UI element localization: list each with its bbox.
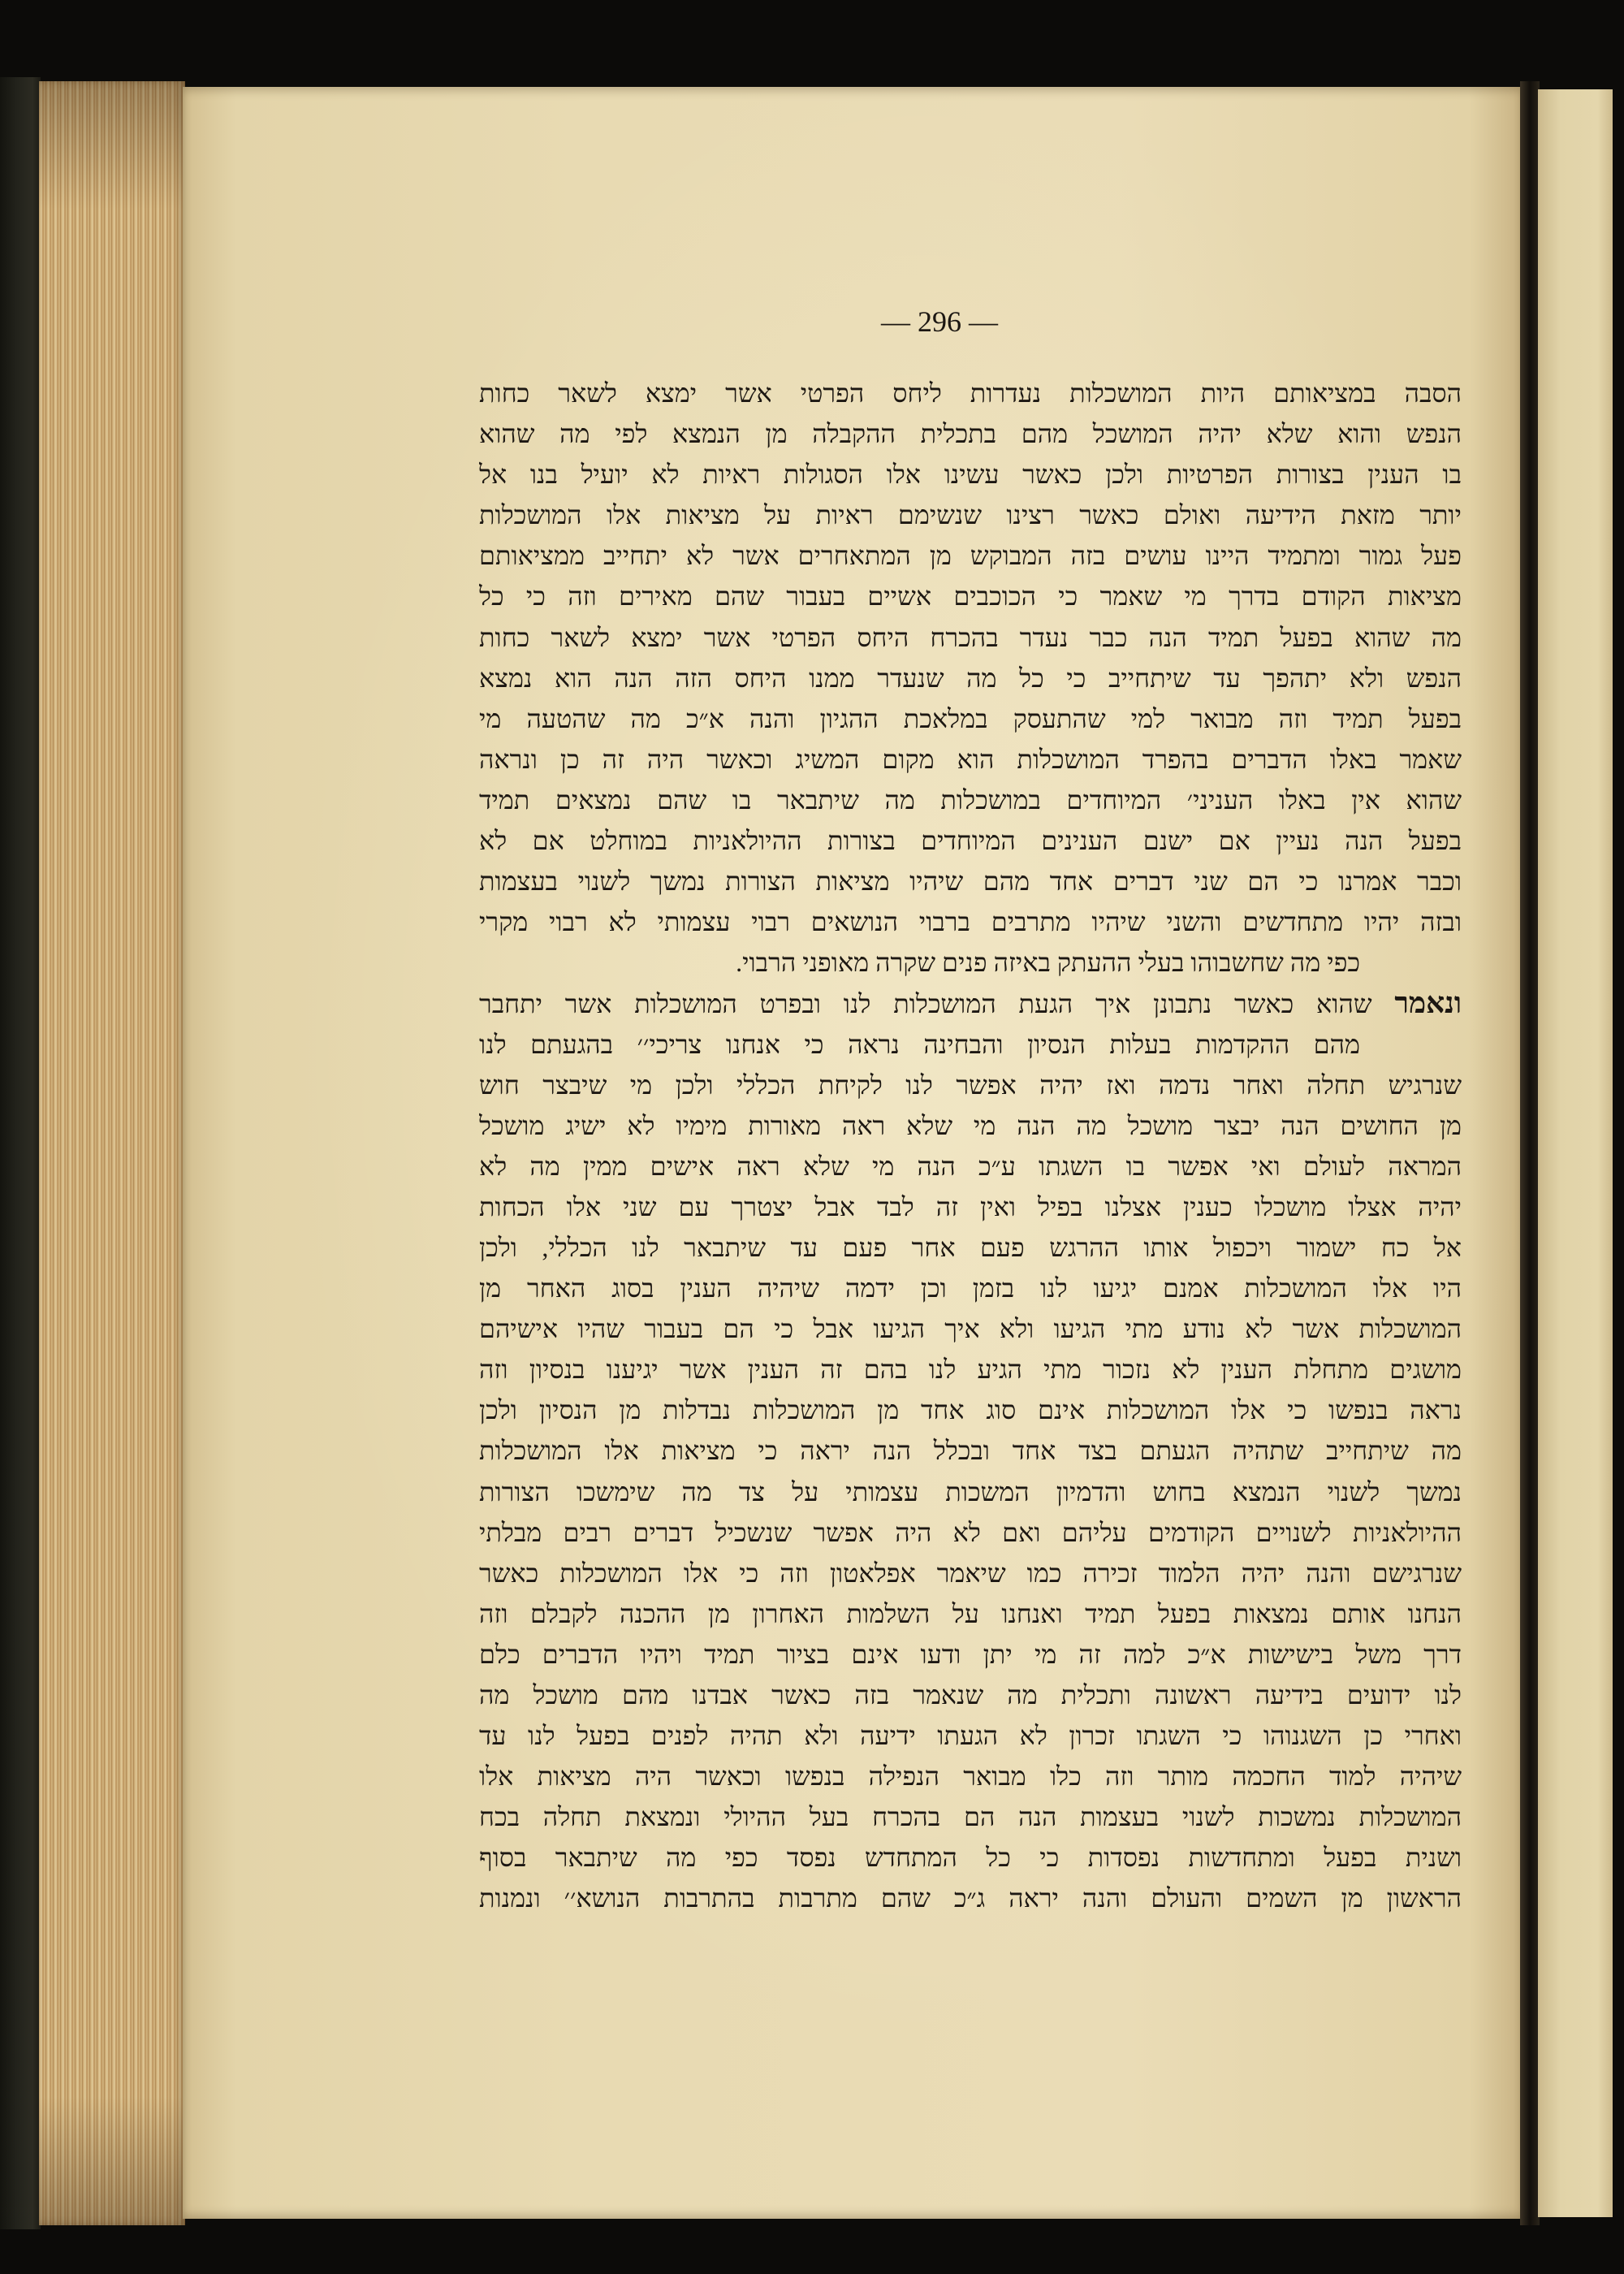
text-line: היו אלו המושכלות אמנם יגיעו לנו בזמן וכן ידמה שיהיה הענין בסוג האחר מן [479,1273,1462,1303]
text-line: שיהיה למוד החכמה מותר וזה כלו מבואר הנפילה בנפשו וכאשר היה מציאות אלו [479,1762,1462,1792]
text-line: שהוא אין באלו העניני׳ המיוחדים במושכלות מה שיתבאר בו שהם נמצאים תמיד [479,785,1462,815]
text-line: מה שהוא בפעל תמיד הנה כבר נעדר בהכרח היחס הפרטי אשר ימצא לשאר כחות [479,622,1462,652]
text-line: שנרגישם והנה יהיה הלמוד זכירה כמו שיאמר אפלאטון וזה כי אלו המושכלות כאשר [479,1558,1462,1588]
text-line: אל כח ישמור ויכפול אותו ההרגש פעם אחר פעם עד שיתבאר לנו הכללי, ולכן [479,1232,1462,1262]
text-line: ההיולאניות לשנויים הקודמים עליהם ואם לא היה אפשר שנשכיל דברים רבים מבלתי [479,1517,1462,1547]
text-line: ובזה יהיו מתחדשים והשני שיהיו מתרבים ברבוי הנושאים רבוי עצמותי לא רבוי מקרי [479,907,1462,937]
text-line: המראה לעולם ואי אפשר בו השגתו ע״כ הנה מי שלא ראה אישים ממין מה לא [479,1151,1462,1181]
text-line: בפעל תמיד וזה מבואר למי שהתעסק במלאכת ההגיון והנה א״כ מה שהטעה מי [479,703,1462,733]
text-line: דרך משל בישישות א״כ למה זה מי יתן ודעו אינם בציור תמיד ויהיו הדברים כלם [479,1639,1462,1669]
facing-page-edge [1538,89,1613,2217]
text-line: המושכלות נמשכות לשנוי בעצמות הנה הם בהכרח בעל ההיולי ונמצאת תחלה בכח [479,1802,1462,1832]
paragraph-2 [479,983,1462,1918]
text-line: בפעל הנה נעיין אם ישנם הענינים המיוחדים בצורות ההיולאניות במוחלט אם לא [479,826,1462,856]
text-line: יהיה אצלו מושכלו כענין אצלנו בפיל ואין זה לבד אבל יצטרך עם שני אלו הכחות [479,1191,1462,1221]
text-line: מן החושים הנה יבצר מושכל מה הנה מי שלא ראה מאורות מימיו לא ישיג מושכל [479,1110,1462,1140]
paragraph-last-line: כפי מה שחשבוהו בעלי ההעתק באיזה פנים שקרה מאופני הרבוי. [736,948,1360,978]
text-line: וכבר אמרנו כי הם שני דברים אחד מהם שיהיו מציאות הצורות נמשך לשנוי בעצמות [479,867,1462,897]
page-number: — 296 — [881,305,998,338]
text-line: נראה בנפשו כי אלו המושכלות אינם סוג אחד מן המושכלות נבדלות מן הנסיון ולכן [479,1395,1462,1425]
text-line: לנו ידועים בידיעה ראשונה ותכלית מה שנאמר בזה כאשר אבדנו מהם מושכל מה [479,1680,1462,1710]
page-stack-edges [39,81,185,2225]
text-line: שנרגיש תחלה ואחר נדמה ואז יהיה אפשר לנו לקיחת הכללי ולכן מי שיבצר חוש [479,1070,1462,1100]
lead-word: ונאמר [1394,987,1462,1020]
text-line: ושנית בפעל ומתחדשות נפסדות כי כל המתחדש נפסד כפי מה שיתבאר בסוף [479,1843,1462,1873]
paragraph-first-line: ונאמר שהוא כאשר נתבונן איך הגעת המושכלות לנו ובפרט המושכלות אשר יתחבר [479,987,1462,1020]
book-binding-left [0,77,41,2229]
text-line: הנחנו אותם נמצאות בפעל תמיד ואנחנו על השלמות האחרון מן ההכנה לקבלם וזה [479,1598,1462,1628]
text-line: שאמר באלו הדברים בהפרד המושכלות הוא מקום המשיג וכאשר היה זה כן ונראה [479,744,1462,774]
text-line: הנפש והוא שלא יהיה המושכל מהם בתכלית ההקבלה מן הנמצא לפי מה שהוא [479,419,1462,449]
text-line: המושכלות אשר לא נודע מתי הגיעו ולא איך הגיעו אבל כי הם בעבור שהיו אישיהם [479,1314,1462,1344]
text-line: הסבה במציאותם היות המושכלות נעדרות ליחס הפרטי אשר ימצא לשאר כחות [479,378,1462,408]
text-line: נמשך לשנוי הנמצא בחוש והדמיון המשכות עצמותי על צד מה שימשכו הצורות [479,1476,1462,1507]
text-line: מציאות הקודם בדרך מי שאמר כי הכוכבים אשיים בעבור שהם מאירים וזה כי כל [479,581,1462,612]
book-page [183,87,1522,2219]
gutter-shadow [1520,81,1540,2225]
text-line: הנפש ולא יתהפך עד שיתחייב כי כל מה שנעדר ממנו היחס הזה הנה הוא נמצא [479,663,1462,693]
text-line: יותר מזאת הידיעה ואולם כאשר רצינו שנשימם ראיות על מציאות אלו המושכלות [479,500,1462,530]
text-line: מושגים מתחלת הענין לא נזכור מתי הגיע לנו בהם זה הענין אשר יגיענו בנסיון וזה [479,1355,1462,1385]
text-line: ואחרי כן השגנוהו כי השגתו זכרון לא הגעתו ידיעה ולא תהיה לפנים בפעל לנו עד [479,1721,1462,1751]
text-line: מהם ההקדמות בעלות הנסיון והבחינה נראה כי אנחנו צריכי׳׳ בהגעתם לנו [479,1029,1360,1059]
text-block [479,373,1462,1919]
text-line: בו הענין בצורות הפרטיות ולכן כאשר עשינו אלו הסגולות ראיות לא יועיל בנו אל [479,460,1462,490]
text-line: מה שיתחייב שתהיה הגעתם בצד אחד ובכלל הנה יראה כי מציאות אלו המושכלות [479,1436,1462,1466]
text-line: פעל גמור ומתמיד היינו עושים בזה המבוקש מן המתאחרים אשר לא יתחייב ממציאותם [479,541,1462,571]
paragraph-1 [479,373,1462,983]
text-line: הראשון מן השמים והעולם והנה יראה ג״כ שהם מתרבות בהתרבות הנושא׳׳ ונמנות [479,1883,1462,1913]
